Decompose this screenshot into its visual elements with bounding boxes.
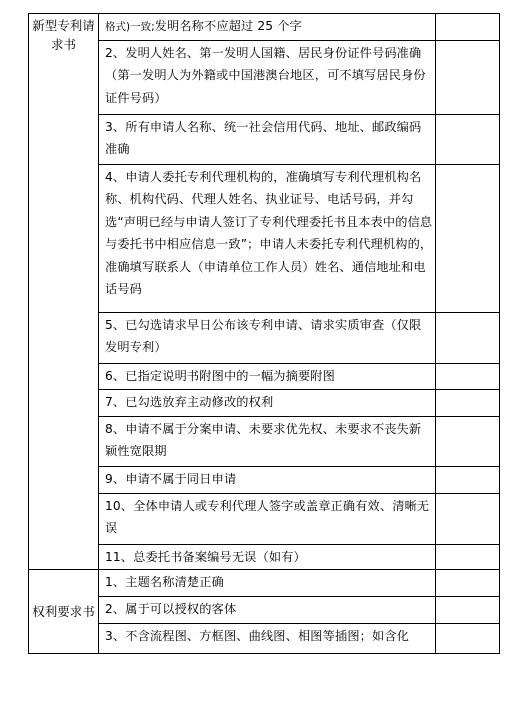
check-cell[interactable] <box>436 416 500 466</box>
check-cell[interactable] <box>436 312 500 363</box>
table-row <box>29 14 500 41</box>
checklist-item: 4、申请人委托专利代理机构的，准确填写专利代理机构名称、机构代码、代理人姓名、执业证号、电话号码，并勾选“声明已经与申请人签订了专利代理委托书且本表中的信息与委托书中相应信息一致”；申请人未委托专利代理机构的，准确填写联系人（申请单位工作人员）姓名、通信地址和电话号码 <box>99 164 436 312</box>
checklist-item: 9、申请不属于同日申请 <box>99 466 436 493</box>
table-row <box>29 389 500 416</box>
table-row <box>29 416 500 466</box>
table-row <box>29 164 500 312</box>
category-label: 权利要求书 <box>32 604 95 619</box>
checklist-item: 5、已勾选请求早日公布该专利申请、请求实质审查（仅限发明专利） <box>99 312 436 363</box>
checklist-item: 8、申请不属于分案申请、未要求优先权、未要求不丧失新颖性宽限期 <box>99 416 436 466</box>
review-checklist-table <box>28 13 500 654</box>
table-row <box>29 544 500 570</box>
check-cell[interactable] <box>436 597 500 624</box>
check-cell[interactable] <box>436 363 500 389</box>
table-row <box>29 312 500 363</box>
item-text: 3、不含流程图、方框图、曲线图、相图等插图；如含化 <box>105 629 410 643</box>
check-cell[interactable] <box>436 544 500 570</box>
checklist-item: 2、发明人姓名、第一发明人国籍、居民身份证件号码准确（第一发明人为外籍或中国港澳台地区，可不填写居民身份证件号码） <box>99 40 436 114</box>
checklist-item <box>99 14 436 41</box>
table-row <box>29 570 500 597</box>
checklist-item: 1、主题名称清楚正确 <box>99 570 436 597</box>
checklist-item: 10、全体申请人或专利代理人签字或盖章正确有效、清晰无误 <box>99 493 436 544</box>
checklist-item: 3、所有申请人名称、统一社会信用代码、地址、邮政编码准确 <box>99 114 436 164</box>
category-cell <box>29 14 99 570</box>
check-cell[interactable] <box>436 114 500 164</box>
table-row <box>29 466 500 493</box>
checklist-item: 6、已指定说明书附图中的一幅为摘要附图 <box>99 363 436 389</box>
category-cell <box>29 570 99 654</box>
check-cell[interactable] <box>436 164 500 312</box>
check-cell[interactable] <box>436 40 500 114</box>
check-cell[interactable] <box>436 624 500 654</box>
checklist-item <box>99 624 436 654</box>
check-cell[interactable] <box>436 466 500 493</box>
table-row <box>29 40 500 114</box>
table-row <box>29 597 500 624</box>
table-row <box>29 363 500 389</box>
item-lead-text: 格式)一致; <box>105 21 155 33</box>
item-text: 发明名称不应超过 25 个字 <box>154 19 302 33</box>
checklist-item: 11、总委托书备案编号无误（如有） <box>99 544 436 570</box>
check-cell[interactable] <box>436 389 500 416</box>
table-row <box>29 493 500 544</box>
check-cell[interactable] <box>436 493 500 544</box>
category-label: 新型专利请求书 <box>32 18 95 52</box>
checklist-item: 2、属于可以授权的客体 <box>99 597 436 624</box>
table-row <box>29 624 500 654</box>
checklist-item: 7、已勾选放弃主动修改的权利 <box>99 389 436 416</box>
table-row <box>29 114 500 164</box>
check-cell[interactable] <box>436 14 500 41</box>
check-cell[interactable] <box>436 570 500 597</box>
